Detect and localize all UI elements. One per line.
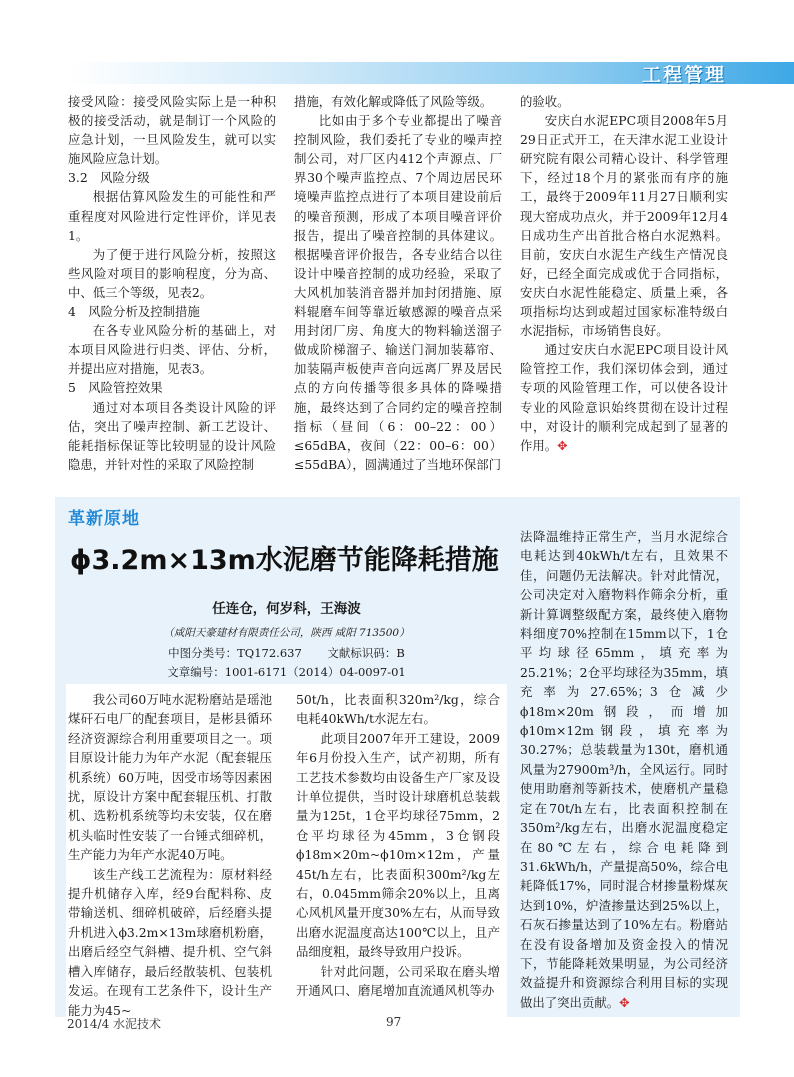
classification-line [66,645,507,661]
paragraph: 的验收。 [520,94,570,109]
article-number: 文章编号：1001-6171（2014）04-0097-01 [167,665,406,679]
paragraph: 此项目2007年开工建设，2009年6月份投入生产，试产初期，所有工艺技术参数均由设备生产厂家及设计单位提供，当时设计球磨机总装载量为125t，1仓平均球径75mm，2仓平均球径为45mm，3仓钢段ϕ18m×20m~ϕ10m×12m，产量45t/h左右，比表面积300m²/kg左右，0.045mm筛余20%以上，且离心风机风量开度30%左右，从而导致出磨水泥温度高达100℃以上，且产品细度粗，最终导致用户投诉。 [296,730,500,960]
top-column-3 [520,92,728,455]
clc-number: 中图分类号：TQ172.637 [168,646,302,660]
header-section-title: 工程管理 [641,64,726,86]
article-title: ϕ3.2m×13m水泥磨节能降耗措施 [70,545,499,576]
article-affiliation: （咸阳天豪建材有限责任公司，陕西 咸阳 713500） [163,627,410,639]
document-code: 文献标识码：B [327,646,405,660]
section-heading: 5 风险管控效果 [68,380,163,396]
paragraph: 通过对本项目各类设计风险的评估，突出了噪声控制、新工艺设计、能耗指标保证等比较明显的设计风险隐患，并针对性的采取了风险控制 [68,399,276,472]
section-heading: 4 风险分析及控制措施 [68,304,200,320]
footer-issue: 2014/4 水泥技术 [67,1017,162,1031]
paragraph: 接受风险：接受风险实际上是一种积极的接受活动，就是制订一个风险的应急计划，一旦风险发生，就可以实施风险应急计划。 [68,94,276,167]
section-heading: 3.2 风险分级 [68,170,150,186]
paragraph: 通过安庆白水泥EPC项目设计风险管控工作，我们深切体会到，通过专项的风险管理工作，可以使各设计专业的风险意识始终贯彻在设计过程中，对设计的顺利完成起到了显著的作用。✥ [520,342,728,453]
paragraph: 安庆白水泥EPC项目2008年5月29日正式开工，在天津水泥工业设计研究院有限公司精心设计、科学管理下，经过18个月的紧张而有序的施工，最终于2009年11月27日顺利实现大窑成功点火，并于2009年12月4日成功生产出首批合格白水泥熟料。目前，安庆白水泥生产线生产情况良好，已经全面完成或优于合同指标，安庆白水泥性能稳定、质量上乘，各项指标均达到或超过国家标准特级白水泥指标，市场销售良好。 [520,113,728,339]
paragraph: 法降温维持正常生产，当月水泥综合电耗达到40kWh/t左右，且效果不佳，问题仍无法解决。针对此情况，公司决定对入磨物料作筛余分析，重新计算调整级配方案，最终使入磨物料细度70%控制在15mm以下，1仓平均球径65mm，填充率为25.21%；2仓平均球径为35mm，填充率为27.65%；3仓减少ϕ18m×20m钢段，而增加ϕ10m×12m钢段，填充率为30.27%；总装载量为130t，磨机通风量为27900m³/h，全风运行。同时使用助磨剂等新技术，使磨机产量稳定在70t/h左右，比表面积控制在350m²/kg左右，出磨水泥温度稳定在80℃左右，综合电耗降到31.6kWh/h，产量提高50%，综合电耗降低17%，同时混合材掺量粉煤灰达到10%，炉渣掺量达到25%以上，石灰石掺量达到了10%左右。粉磨站在没有设备增加及资金投入的情况下，节能降耗效果明显，为公司经济效益提升和资源综合利用目标的实现做出了突出贡献。✥ [520,529,728,1010]
article-authors: 任连仓，何岁科，王海波 [212,601,361,617]
footer-page-number: 97 [386,1015,402,1029]
paragraph: 该生产线工艺流程为：原材料经提升机储存入库，经9台配料称、皮带输送机、细碎机破碎，后经磨头提升机进入ϕ3.2m×13m球磨机粉磨，出磨后经空气斜槽、提升机、空气斜槽入库储存，最后经散装机、包装机发运。在现有工艺条件下，设计生产能力为45~ [68,866,272,1018]
end-mark-icon: ✥ [619,994,630,1010]
paragraph: 措施，有效化解或降低了风险等级。 [294,94,493,109]
article-column-3 [520,527,728,1012]
paragraph: 在各专业风险分析的基础上，对本项目风险进行归类、评估、分析，并提出应对措施，见表3。 [68,323,276,377]
article-column-1 [68,690,272,1020]
top-column-2 [294,92,502,474]
top-column-1 [68,92,276,474]
article-column-2 [296,690,500,1001]
paragraph: 为了便于进行风险分析，按照这些风险对项目的影响程度，分为高、中、低三个等级，见表2。 [68,246,276,300]
paragraph: 针对此问题，公司采取在磨头增开通风口、磨尾增加直流通风机等办 [296,963,500,999]
paragraph: 我公司60万吨水泥粉磨站是瑶池煤矸石电厂的配套项目，是彬县循环经济资源综合利用重要项目之一。项目原设计能力为年产水泥（配套辊压机系统）60万吨，因受市场等因素困扰，原设计方案中配套辊压机、打散机、选粉机系统等均未安装，仅在磨机头临时性安装了一台锤式细碎机，生产能力为年产水泥40万吨。 [68,692,272,863]
section-tag: 革新原地 [68,509,140,529]
paragraph: 根据估算风险发生的可能性和严重程度对风险进行定性评价，详见表1。 [68,189,276,243]
end-mark-icon: ✥ [557,437,568,453]
paragraph: 比如由于多个专业都提出了噪音控制风险，我们委托了专业的噪声控制公司，对厂区内412个声源点、厂界30个噪声监控点、7个周边居民环境噪声监控点进行了本项目建设前后的噪音预测，形成了本项目噪音评价报告，提出了噪音控制的具体建议。根据噪音评价报告，各专业结合以往设计中噪音控制的成功经验，采取了大风机加装消音器并加封闭措施、原料辊磨车间等靠近敏感源的噪音点采用封闭厂房、角度大的物料输送溜子做成阶梯溜子、输送门洞加装幕帘、加装隔声板使声音向远离厂界及居民点的方向传播等很多具体的降噪措施，最终达到了合同约定的噪音控制指标（昼间（6：00–22：00）≤65dBA，夜间（22：00–6：00）≤55dBA），圆满通过了当地环保部门 [294,113,502,472]
paragraph: 50t/h，比表面积320m²/kg，综合电耗40kWh/t水泥左右。 [296,692,500,727]
